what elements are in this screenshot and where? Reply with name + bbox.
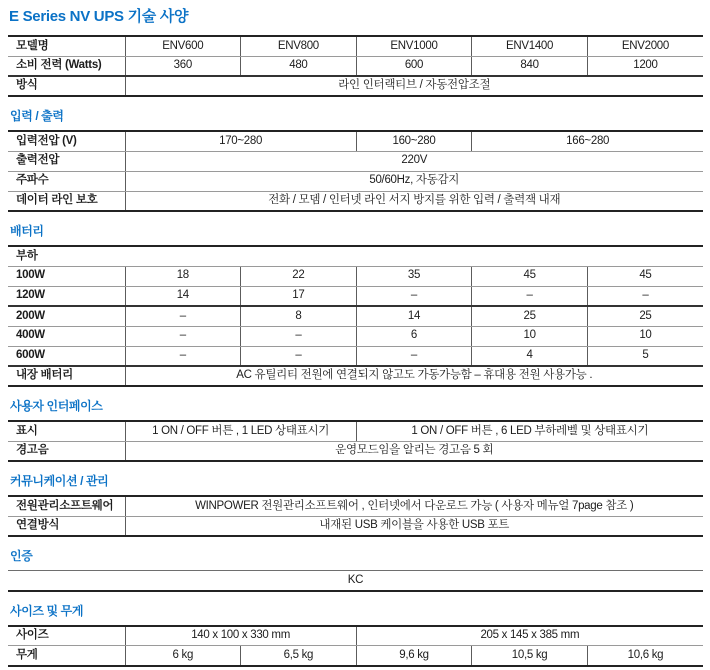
spec-value: 22 bbox=[241, 266, 357, 286]
spec-value: 6,5 kg bbox=[241, 646, 357, 666]
spec-value: 라인 인터랙티브 / 자동전압조절 bbox=[125, 76, 703, 96]
spec-value: 6 kg bbox=[125, 646, 241, 666]
spec-value: 45 bbox=[472, 266, 588, 286]
spec-value: 1 ON / OFF 버튼 , 1 LED 상태표시기 bbox=[125, 421, 356, 441]
spec-value: 10 bbox=[472, 326, 588, 346]
spec-value: 6 bbox=[356, 326, 472, 346]
table-row bbox=[8, 421, 703, 441]
table-row bbox=[8, 326, 703, 346]
row-label: 모델명 bbox=[8, 36, 125, 56]
spec-value: 360 bbox=[125, 56, 241, 76]
spec-value: ENV800 bbox=[241, 36, 357, 56]
spec-value: – bbox=[356, 346, 472, 366]
spec-value: 45 bbox=[587, 266, 703, 286]
row-label: 사이즈 bbox=[8, 626, 125, 646]
row-label: 주파수 bbox=[8, 171, 125, 191]
spec-value: 35 bbox=[356, 266, 472, 286]
table-row bbox=[8, 571, 703, 591]
spec-table-model-power bbox=[8, 35, 703, 97]
row-label: 내장 배터리 bbox=[16, 369, 73, 382]
spec-value: 50/60Hz, 자동감지 bbox=[125, 171, 703, 191]
row-label: 소비 전력 (Watts) bbox=[8, 56, 125, 76]
table-row bbox=[8, 306, 703, 326]
spec-value: – bbox=[587, 286, 703, 306]
row-label: 부하 bbox=[8, 246, 703, 266]
spec-table-user-interface bbox=[8, 420, 703, 462]
section-heading-size-weight: 사이즈 및 무게 bbox=[10, 603, 84, 618]
table-row bbox=[8, 646, 703, 666]
row-label: 120W bbox=[8, 286, 125, 306]
spec-table-communication-management bbox=[8, 495, 703, 537]
table-row bbox=[8, 516, 703, 536]
row-label: 100W bbox=[8, 266, 125, 286]
spec-value: – bbox=[356, 286, 472, 306]
table-row bbox=[8, 191, 703, 211]
spec-value: 10 bbox=[587, 326, 703, 346]
spec-value: – bbox=[241, 326, 357, 346]
spec-value: 170~280 bbox=[125, 131, 356, 151]
table-row bbox=[8, 131, 703, 151]
spec-value: 840 bbox=[472, 56, 588, 76]
spec-value: KC bbox=[347, 573, 364, 586]
row-label: 입력전압 (V) bbox=[8, 131, 125, 151]
spec-value: ENV2000 bbox=[587, 36, 703, 56]
table-row bbox=[8, 56, 703, 76]
row-label: 600W bbox=[8, 346, 125, 366]
spec-value: – bbox=[241, 346, 357, 366]
spec-table-certification bbox=[8, 570, 703, 592]
spec-value: 166~280 bbox=[472, 131, 703, 151]
table-row bbox=[8, 626, 703, 646]
row-label: 경고음 bbox=[16, 444, 49, 457]
section-heading-communication-management: 커뮤니케이션 / 관리 bbox=[10, 474, 109, 488]
section-heading-battery: 배터리 bbox=[10, 224, 44, 238]
row-label: 출력전압 bbox=[8, 151, 125, 171]
spec-value: – bbox=[472, 286, 588, 306]
row-label: 방식 bbox=[16, 79, 38, 92]
spec-value: WINPOWER 전원관리소프트웨어 , 인터넷에서 다운로드 가능 ( 사용자 메뉴얼 7page 참조 ) bbox=[125, 496, 703, 516]
table-row bbox=[8, 286, 703, 306]
row-label: 200W bbox=[8, 306, 125, 326]
table-row bbox=[8, 171, 703, 191]
spec-value: 205 x 145 x 385 mm bbox=[356, 626, 703, 646]
spec-value: 5 bbox=[587, 346, 703, 366]
table-row bbox=[8, 36, 703, 56]
table-row bbox=[8, 346, 703, 366]
spec-value: AC 유틸리티 전원에 연결되지 않고도 가동가능함 – 휴대용 전원 사용가능 . bbox=[125, 366, 703, 386]
spec-value: 10,6 kg bbox=[587, 646, 703, 666]
table-row bbox=[8, 441, 703, 461]
spec-value: ENV1000 bbox=[356, 36, 472, 56]
table-row bbox=[8, 496, 703, 516]
row-label: 무게 bbox=[16, 648, 38, 661]
table-row bbox=[8, 266, 703, 286]
table-row bbox=[8, 366, 703, 386]
section-heading-user-interface: 사용자 인터페이스 bbox=[10, 399, 103, 413]
spec-table-battery bbox=[8, 245, 703, 387]
table-row bbox=[8, 76, 703, 96]
spec-value: 내재된 USB 케이블을 사용한 USB 포트 bbox=[125, 516, 703, 536]
spec-value: 17 bbox=[241, 286, 357, 306]
spec-value: 10,5 kg bbox=[472, 646, 588, 666]
row-label: 연결방식 bbox=[16, 519, 60, 532]
row-label: 전원관리소프트웨어 bbox=[8, 496, 125, 516]
spec-value: 25 bbox=[587, 306, 703, 326]
spec-value: ENV600 bbox=[125, 36, 241, 56]
row-label: 표시 bbox=[8, 421, 125, 441]
spec-value: 25 bbox=[472, 306, 588, 326]
spec-value: 140 x 100 x 330 mm bbox=[125, 626, 356, 646]
spec-sections bbox=[8, 35, 703, 667]
spec-table-size-weight bbox=[8, 625, 703, 667]
row-label: 데이터 라인 보호 bbox=[16, 194, 98, 207]
spec-value: 8 bbox=[241, 306, 357, 326]
spec-value: 1 ON / OFF 버튼 , 6 LED 부하레벨 및 상태표시기 bbox=[356, 421, 703, 441]
spec-value: 480 bbox=[241, 56, 357, 76]
spec-value: 160~280 bbox=[356, 131, 472, 151]
row-label: 400W bbox=[8, 326, 125, 346]
section-heading-input-output: 입력 / 출력 bbox=[10, 109, 64, 123]
spec-value: ENV1400 bbox=[472, 36, 588, 56]
spec-table-input-output bbox=[8, 130, 703, 212]
spec-value: 9,6 kg bbox=[356, 646, 472, 666]
spec-value: – bbox=[125, 306, 241, 326]
table-row bbox=[8, 151, 703, 171]
spec-value: 18 bbox=[125, 266, 241, 286]
spec-value: 1200 bbox=[587, 56, 703, 76]
spec-value: 600 bbox=[356, 56, 472, 76]
spec-value: 전화 / 모뎀 / 인터넷 라인 서지 방지를 위한 입력 / 출력잭 내재 bbox=[125, 191, 703, 211]
spec-value: 14 bbox=[125, 286, 241, 306]
spec-value: – bbox=[125, 326, 241, 346]
page-title: E Series NV UPS 기술 사양 bbox=[9, 8, 189, 25]
spec-value: 운영모드임을 알리는 경고음 5 회 bbox=[125, 441, 703, 461]
section-heading-certification: 인증 bbox=[10, 549, 33, 563]
spec-value: 220V bbox=[125, 151, 703, 171]
spec-value: 14 bbox=[356, 306, 472, 326]
table-row bbox=[8, 246, 703, 266]
spec-value: 4 bbox=[472, 346, 588, 366]
spec-value: – bbox=[125, 346, 241, 366]
